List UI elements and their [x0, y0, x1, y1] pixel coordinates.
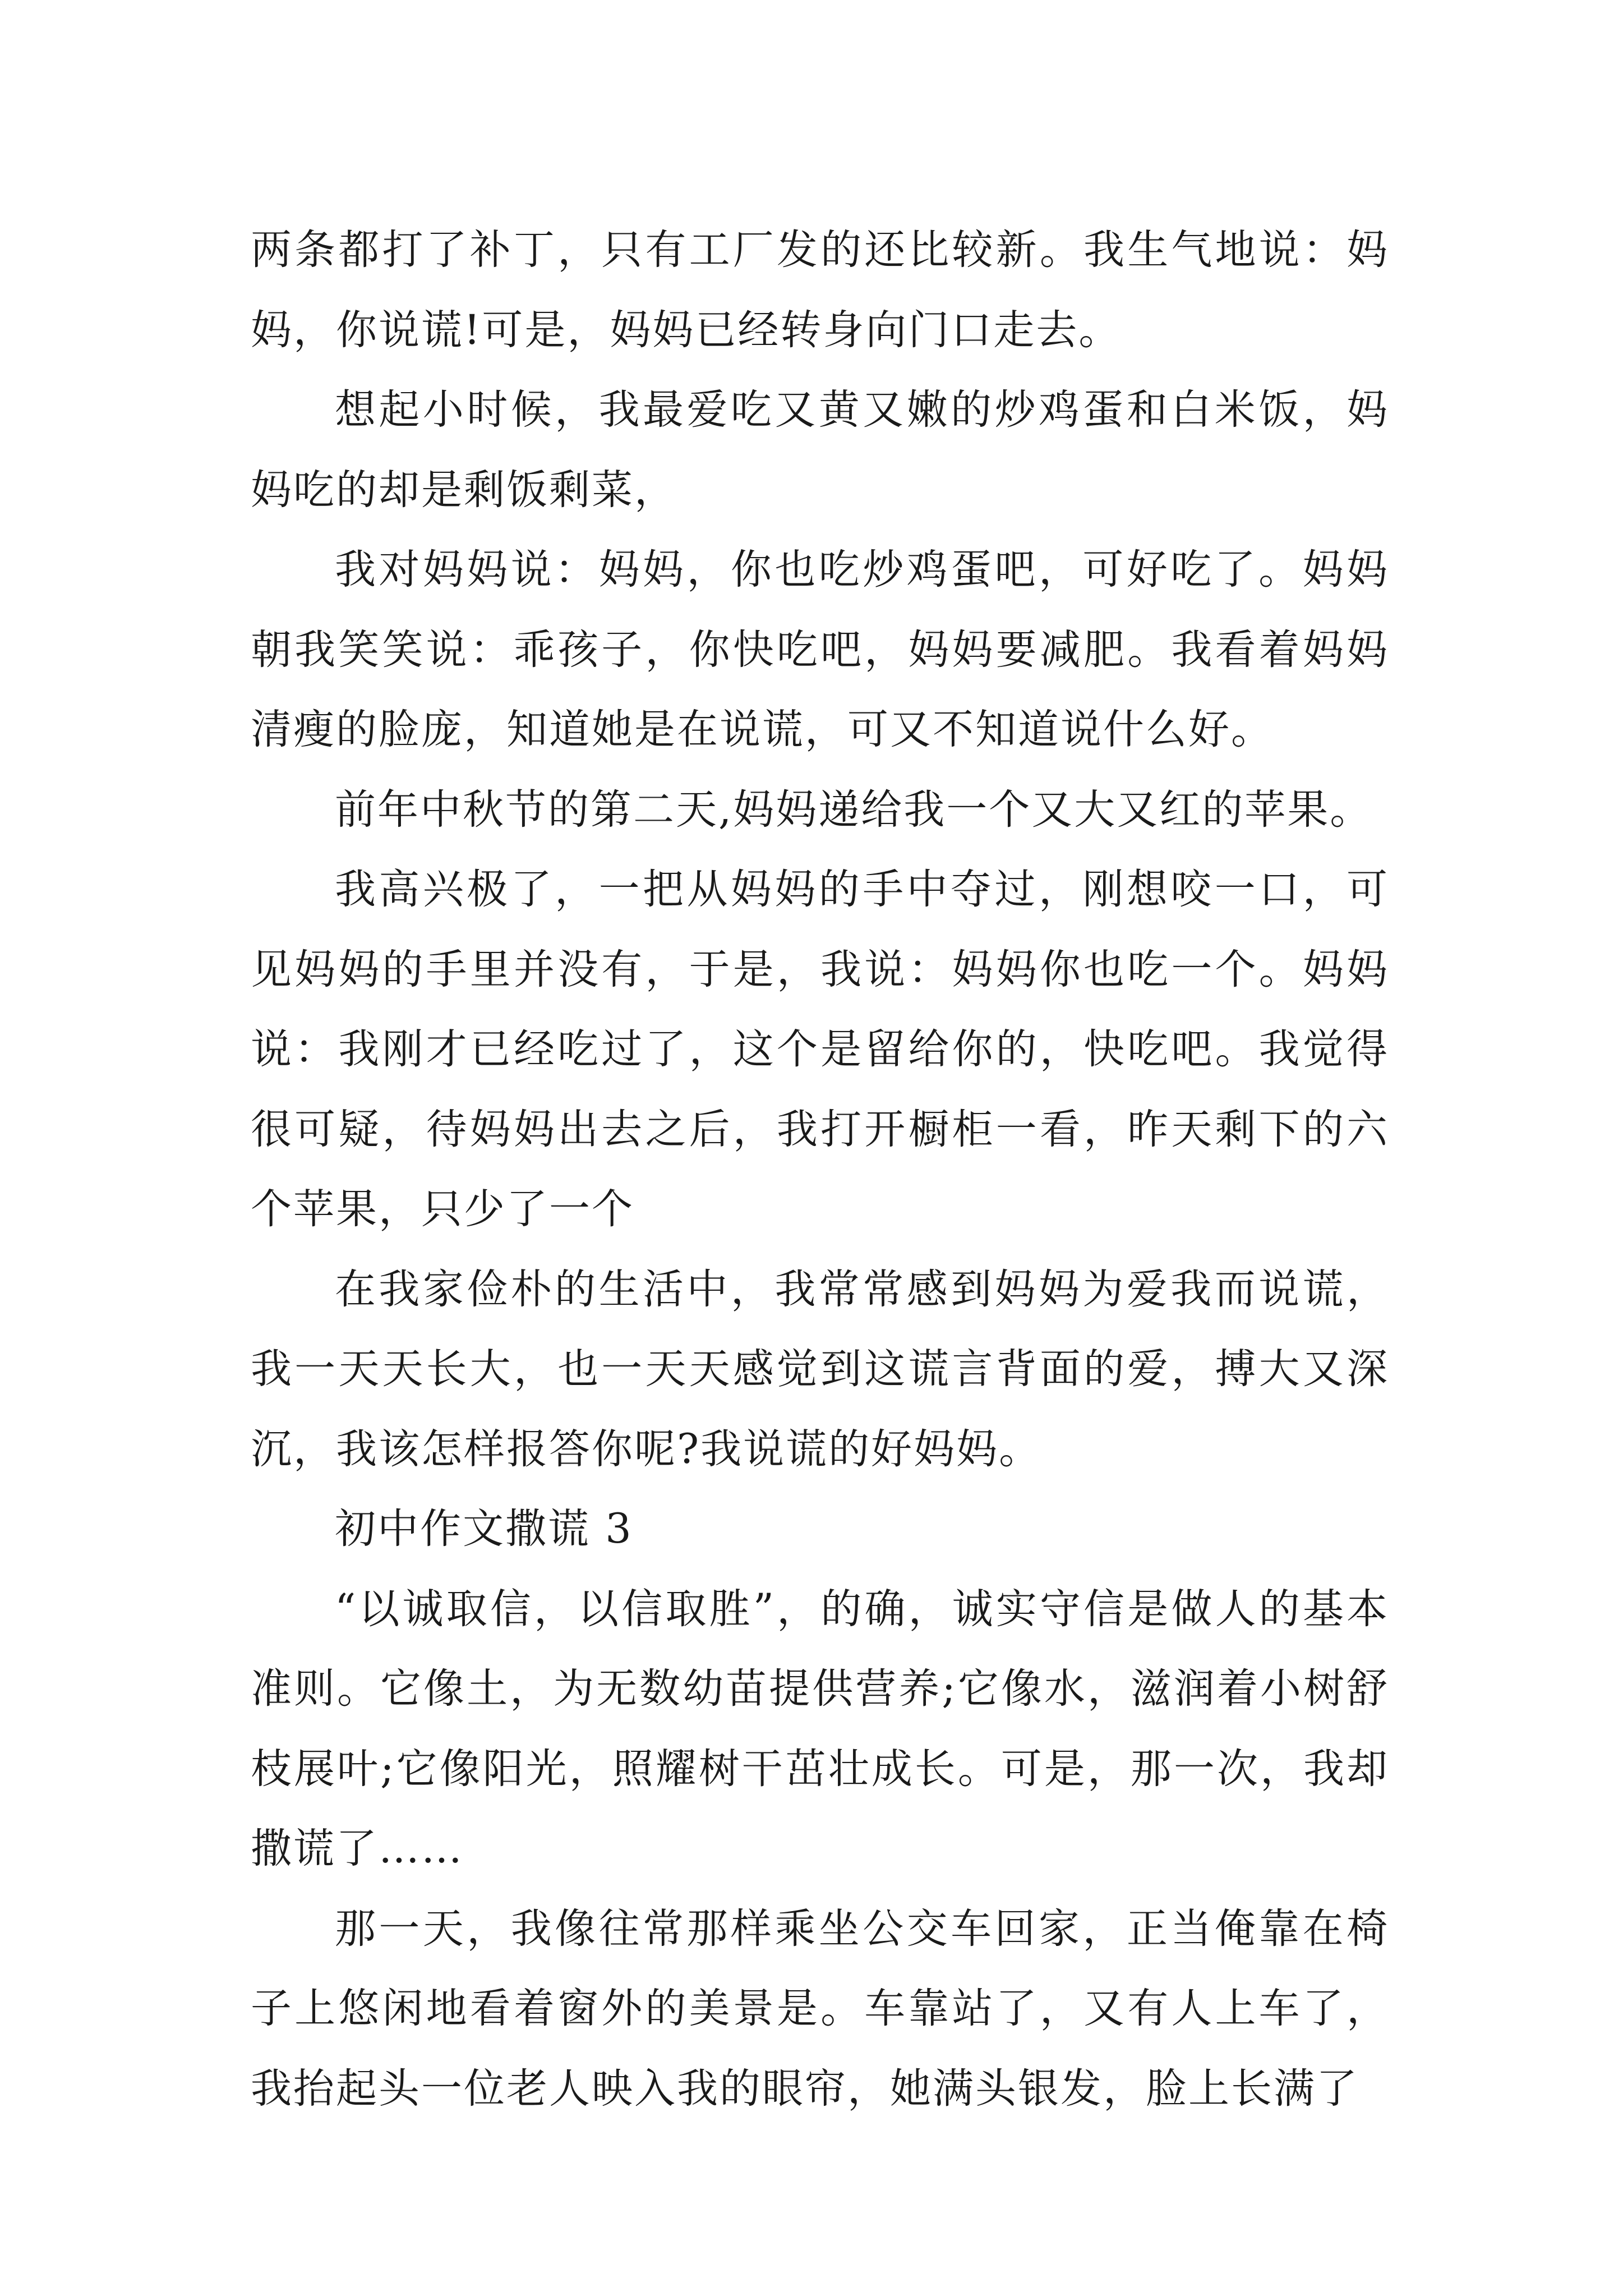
document-body — [251, 210, 1389, 2129]
paragraph: 我高兴极了，一把从妈妈的手中夺过，刚想咬一口，可见妈妈的手里并没有，于是，我说：妈妈你也吃一个。妈妈说：我刚才已经吃过了，这个是留给你的，快吃吧。我觉得很可疑，待妈妈出去之后，我打开橱柜一看，昨天剩下的六个苹果，只少了一个 — [251, 866, 1389, 1233]
paragraph: 前年中秋节的第二天,妈妈递给我一个又大又红的苹果。 — [335, 785, 1373, 834]
section-heading: 初中作文撒谎 3 — [335, 1505, 633, 1553]
paragraph: 我对妈妈说：妈妈，你也吃炒鸡蛋吧，可好吃了。妈妈朝我笑笑说：乖孩子，你快吃吧，妈妈要减肥。我看着妈妈清瘦的脸庞，知道她是在说谎，可又不知道说什么好。 — [251, 546, 1389, 753]
paragraph: 两条都打了补丁，只有工厂发的还比较新。我生气地说：妈妈，你说谎!可是，妈妈已经转身向门口走去。 — [251, 226, 1389, 354]
paragraph: 在我家俭朴的生活中，我常常感到妈妈为爱我而说谎，我一天天长大，也一天天感觉到这谎言背面的爱，搏大又深沉，我该怎样报答你呢?我说谎的好妈妈。 — [251, 1265, 1389, 1473]
paragraph: 那一天，我像往常那样乘坐公交车回家，正当俺靠在椅子上悠闲地看着窗外的美景是。车靠站了，又有人上车了，我抬起头一位老人映入我的眼帘，她满头银发，脸上长满了 — [251, 1904, 1389, 2113]
paragraph: “以诚取信，以信取胜”，的确，诚实守信是做人的基本准则。它像土，为无数幼苗提供营养;它像水，滋润着小树舒枝展叶;它像阳光，照耀树干茁壮成长。可是，那一次，我却撒谎了…… — [251, 1585, 1389, 1872]
paragraph: 想起小时候，我最爱吃又黄又嫩的炒鸡蛋和白米饭，妈妈吃的却是剩饭剩菜， — [251, 386, 1389, 514]
